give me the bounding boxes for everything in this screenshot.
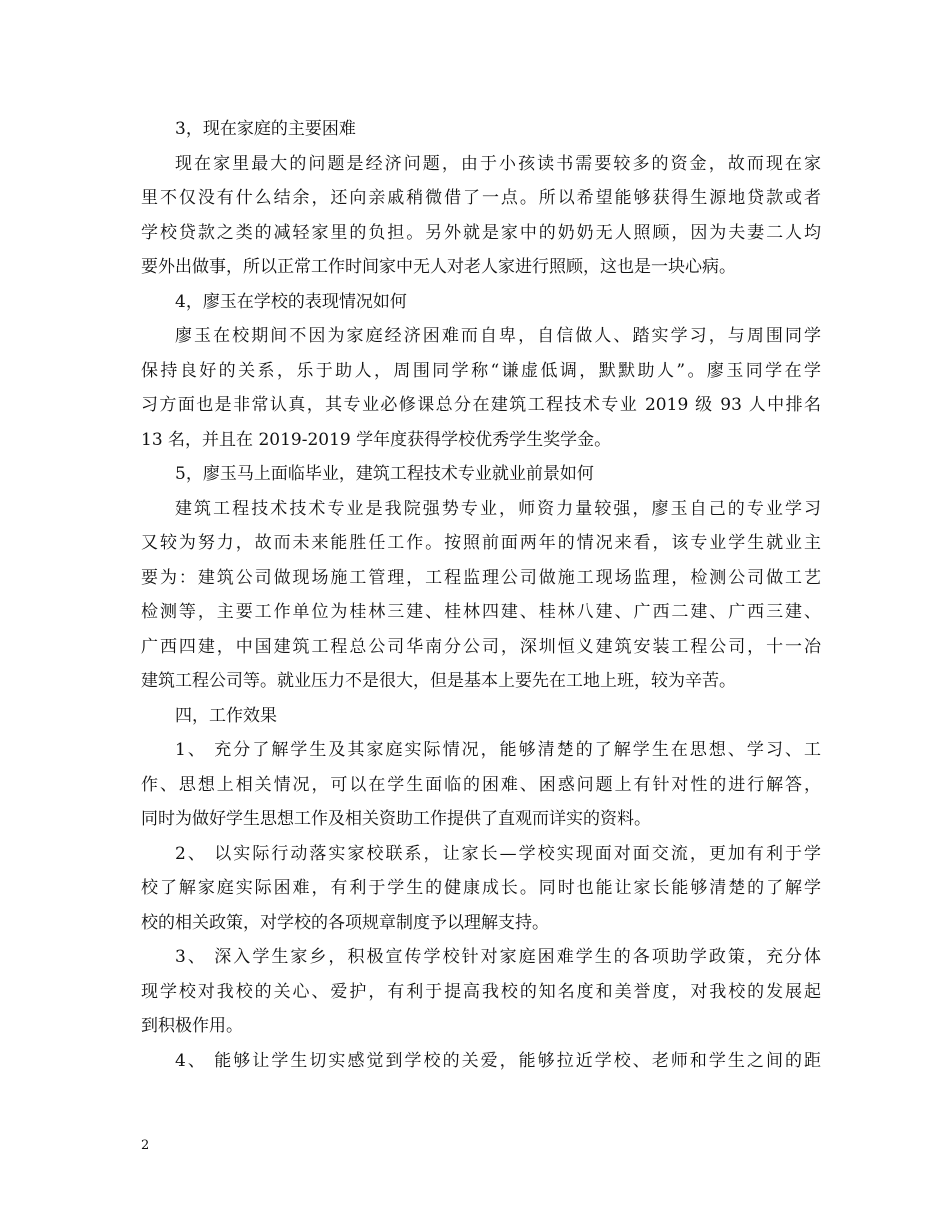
list-item-effect-4 <box>141 1044 821 1079</box>
list-item-effect-1 <box>141 733 821 837</box>
section-heading-family-difficulties <box>141 112 821 147</box>
text-line: 里不仅没有什么结余，还向亲戚稍微借了一点。所以希望能够获得生源地贷款或者 <box>141 188 821 208</box>
text-line: 同时为做好学生思想工作及相关资助工作提供了直观而详实的资料。 <box>141 809 651 829</box>
text-line: 1、 充分了解学生及其家庭实际情况，能够清楚的了解学生在思想、学习、工 <box>175 740 821 760</box>
text-line: 作、思想上相关情况，可以在学生面临的困难、困惑问题上有针对性的进行解答， <box>141 774 821 795</box>
text-line: 现学校对我校的关心、爱护，有利于提高我校的知名度和美誉度，对我校的发展起 <box>141 981 821 1002</box>
paragraph-employment-outlook <box>141 492 821 699</box>
paragraph-family-difficulties <box>141 147 821 285</box>
section-heading-school-performance <box>141 285 821 320</box>
text-line: 要为：建筑公司做现场施工管理，工程监理公司做施工现场监理，检测公司做工艺 <box>141 567 821 588</box>
list-item-effect-2 <box>141 837 821 941</box>
text-line: 建筑工程技术技术专业是我院强势专业，师资力量较强，廖玉自己的专业学习 <box>175 498 821 519</box>
text-line: 13 名，并且在 2019-2019 学年度获得学校优秀学生奖学金。 <box>141 429 612 450</box>
text-line: 现在家里最大的问题是经济问题，由于小孩读书需要较多的资金，故而现在家 <box>175 153 821 174</box>
text-line: 保持良好的关系，乐于助人，周围同学称“谦虚低调，默默助人”。廖玉同学在学 <box>141 360 821 381</box>
text-line: 廖玉在校期间不因为家庭经济困难而自卑，自信做人、踏实学习，与周围同学 <box>175 326 821 346</box>
text-line: 四，工作效果 <box>175 705 277 726</box>
section-heading-work-effects <box>141 699 821 734</box>
page-number: 2 <box>141 1138 150 1153</box>
text-line: 2、 以实际行动落实家校联系，让家长—学校实现面对面交流，更加有利于学 <box>175 843 821 864</box>
text-line: 校了解家庭实际困难，有利于学生的健康成长。同时也能让家长能够清楚的了解学 <box>141 878 821 898</box>
text-line: 习方面也是非常认真，其专业必修课总分在建筑工程技术专业 2019 级 93 人中排名 <box>141 395 821 415</box>
document-body <box>141 112 821 1078</box>
text-line: 校的相关政策，对学校的各项规章制度予以理解支持。 <box>141 912 549 933</box>
text-line: 检测等，主要工作单位为桂林三建、桂林四建、桂林八建、广西二建、广西三建、 <box>141 602 821 622</box>
text-line: 3、 深入学生家乡，积极宣传学校针对家庭困难学生的各项助学政策，充分体 <box>175 947 821 967</box>
text-line: 建筑工程公司等。就业压力不是很大，但是基本上要先在工地上班，较为辛苦。 <box>141 671 736 691</box>
text-line: 4、 能够让学生切实感觉到学校的关爱，能够拉近学校、老师和学生之间的距 <box>175 1050 821 1071</box>
text-line: 到积极作用。 <box>141 1016 243 1036</box>
section-heading-employment-outlook <box>141 457 821 492</box>
text-line: 4，廖玉在学校的表现情况如何 <box>175 291 407 312</box>
text-line: 要外出做事，所以正常工作时间家中无人对老人家进行照顾，这也是一块心病。 <box>141 257 736 277</box>
list-item-effect-3 <box>141 940 821 1044</box>
text-line: 3，现在家庭的主要困难 <box>175 119 356 139</box>
text-line: 又较为努力，故而未来能胜任工作。按照前面两年的情况来看，该专业学生就业主 <box>141 533 821 553</box>
text-line: 5，廖玉马上面临毕业，建筑工程技术专业就业前景如何 <box>175 464 594 484</box>
text-line: 学校贷款之类的减轻家里的负担。另外就是家中的奶奶无人照顾，因为夫妻二人均 <box>141 222 821 243</box>
text-line: 广西四建，中国建筑工程总公司华南分公司，深圳恒义建筑安装工程公司，十一冶 <box>141 636 821 657</box>
paragraph-school-performance <box>141 319 821 457</box>
